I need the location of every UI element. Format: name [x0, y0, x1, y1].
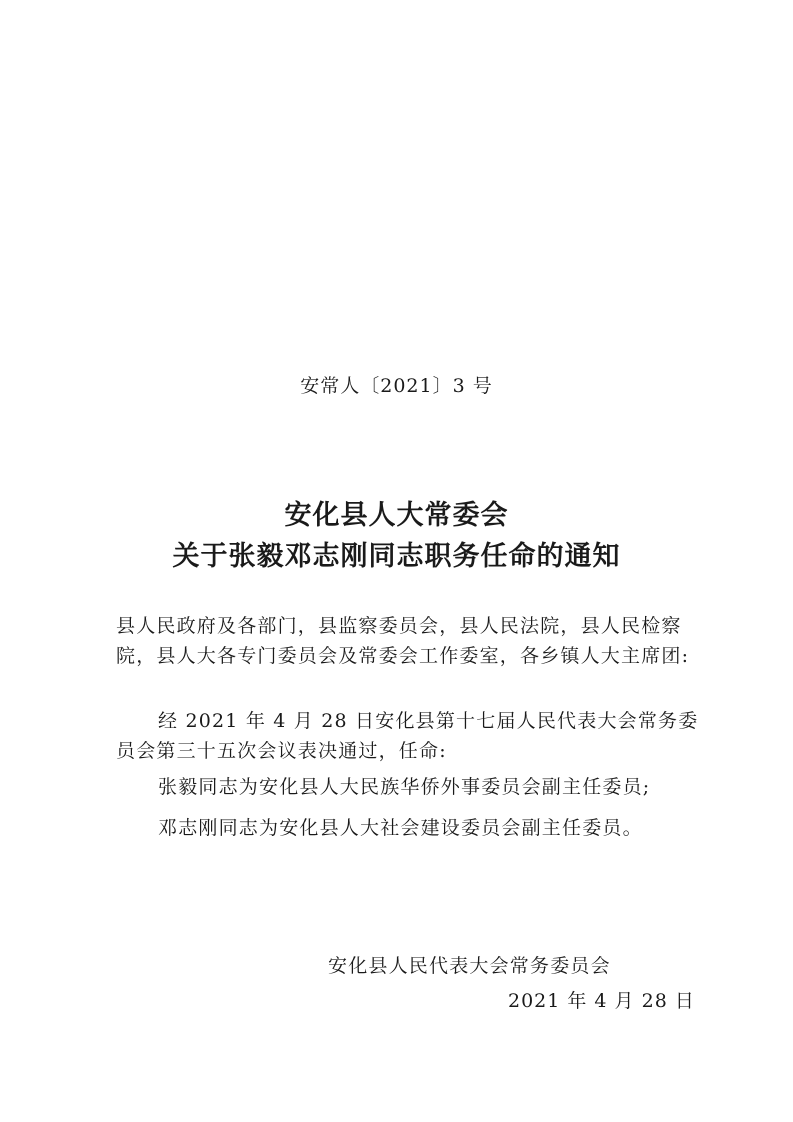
- document-title-line2: 关于张毅邓志刚同志职务任命的通知: [172, 541, 621, 572]
- signature-organization: 安化县人民代表大会常务委员会: [328, 955, 611, 977]
- body-paragraph: 经 2021 年 4 月 28 日安化县第十七届人民代表大会常务委员会第三十五次会议表决通过，任命:: [116, 710, 699, 762]
- appointment-item: 张毅同志为安化县人大民族华侨外事委员会副主任委员;: [158, 776, 651, 798]
- addressee: 县人民政府及各部门，县监察委员会，县人民法院，县人民检察院，县人大各专门委员会及常委会工作委室，各乡镇人大主席团:: [116, 615, 690, 667]
- document-number: 安常人〔2021〕3 号: [300, 375, 493, 397]
- appointment-item: 邓志刚同志为安化县人大社会建设委员会副主任委员。: [158, 817, 643, 839]
- signature-date: 2021 年 4 月 28 日: [508, 990, 695, 1012]
- document-title-line1: 安化县人大常委会: [284, 500, 509, 531]
